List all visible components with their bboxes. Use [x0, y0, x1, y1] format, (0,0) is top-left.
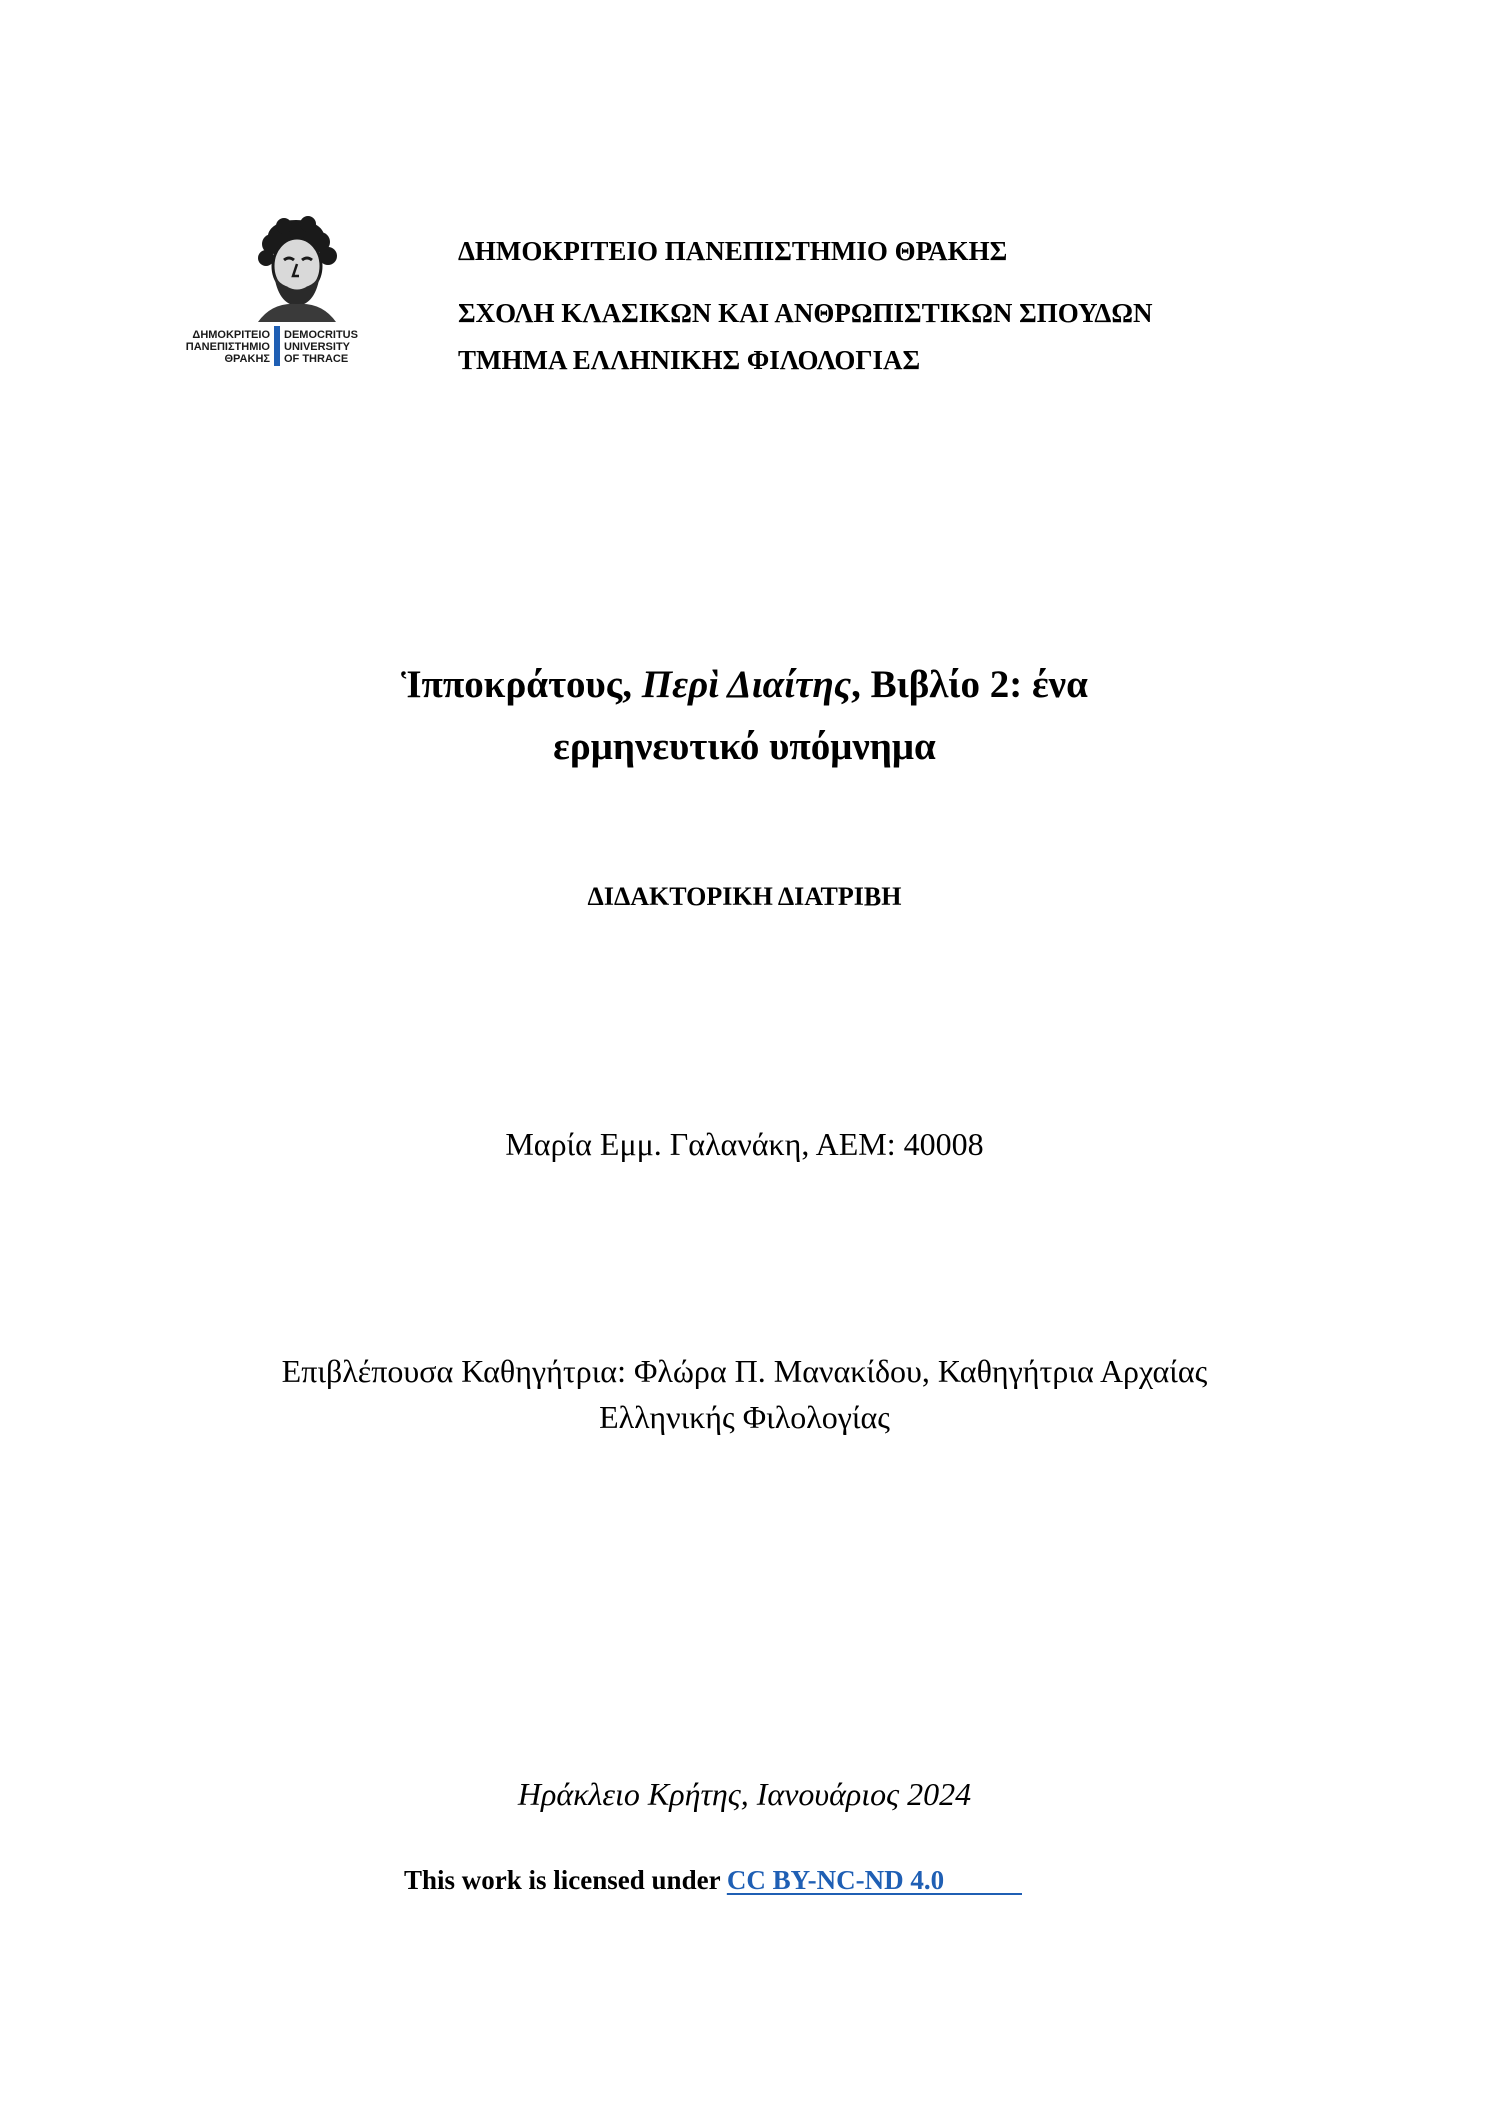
school-name: ΣΧΟΛΗ ΚΛΑΣΙΚΩΝ ΚΑΙ ΑΝΘΡΩΠΙΣΤΙΚΩΝ ΣΠΟΥΔΩΝ: [458, 298, 1153, 328]
title-part-1: Ἱπποκράτους,: [401, 663, 642, 706]
logo-english-line-2: UNIVERSITY: [284, 341, 351, 353]
license-link-underline-tail: [944, 1893, 1022, 1895]
thesis-type: ΔΙΔΑΚΤΟΡΙΚΗ ΔΙΑΤΡΙΒΗ: [587, 882, 902, 911]
supervisor-line-1: Επιβλέπουσα Καθηγήτρια: Φλώρα Π. Μανακίδου, Καθηγήτρια Αρχαίας: [281, 1353, 1208, 1389]
title-line-1: [0, 654, 1489, 716]
supervisor-block: [0, 1348, 1489, 1440]
license-link[interactable]: CC BY-NC-ND 4.0: [726, 1865, 945, 1895]
title-part-3: , Βιβλίο 2: ένα: [851, 663, 1088, 706]
logo-english-line-1: DEMOCRITUS: [284, 329, 358, 341]
logo-blue-bar: [274, 326, 280, 366]
license-statement: [404, 1865, 1022, 1896]
logo-english-line-3: OF THRACE: [284, 353, 349, 365]
supervisor-line-2: Ελληνικής Φιλολογίας: [599, 1399, 890, 1435]
title-line-2: ερμηνευτικό υπόμνημα: [553, 725, 936, 768]
author-line: Μαρία Εμμ. Γαλανάκη, ΑΕΜ: 40008: [505, 1126, 984, 1162]
democritus-bust-logo-icon: [185, 214, 400, 374]
title-italic-work: Περὶ Διαίτης: [641, 663, 852, 706]
university-logo: [185, 214, 400, 374]
thesis-title: [0, 654, 1489, 778]
license-prefix: This work is licensed under: [404, 1865, 727, 1895]
place-date: Ηράκλειο Κρήτης, Ιανουάριος 2024: [517, 1776, 972, 1812]
logo-greek-line-2: ΠΑΝΕΠΙΣΤΗΜΙΟ: [185, 341, 270, 353]
university-name: ΔΗΜΟΚΡΙΤΕΙΟ ΠΑΝΕΠΙΣΤΗΜΙΟ ΘΡΑΚΗΣ: [458, 236, 1008, 266]
logo-greek-line-1: ΔΗΜΟΚΡΙΤΕΙΟ: [192, 329, 270, 341]
department-name: ΤΜΗΜΑ ΕΛΛΗΝΙΚΗΣ ΦΙΛΟΛΟΓΙΑΣ: [458, 345, 921, 375]
logo-greek-line-3: ΘΡΑΚΗΣ: [224, 353, 270, 365]
